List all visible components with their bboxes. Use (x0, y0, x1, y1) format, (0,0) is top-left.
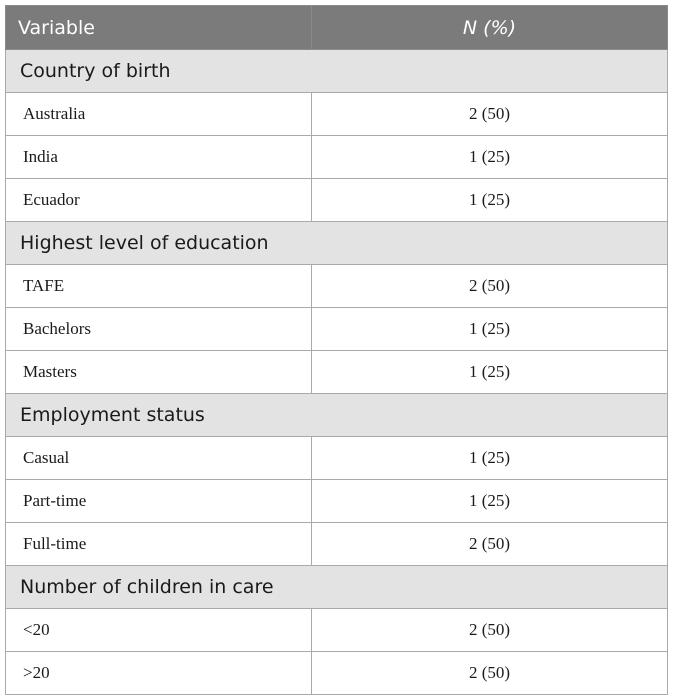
table-body (6, 50, 668, 695)
row-label: >20 (6, 652, 312, 695)
table-row (6, 265, 668, 308)
row-label: Australia (6, 93, 312, 136)
section-title: Number of children in care (6, 566, 668, 609)
table-row (6, 480, 668, 523)
row-label: Casual (6, 437, 312, 480)
row-value: 1 (25) (312, 179, 668, 222)
section-title: Employment status (6, 394, 668, 437)
row-value: 2 (50) (312, 652, 668, 695)
header-variable: Variable (6, 6, 312, 50)
section-title: Highest level of education (6, 222, 668, 265)
table-row (6, 179, 668, 222)
row-value: 2 (50) (312, 93, 668, 136)
row-value: 2 (50) (312, 609, 668, 652)
header-row (6, 6, 668, 50)
demographics-table (5, 5, 668, 695)
section-row (6, 222, 668, 265)
row-label: India (6, 136, 312, 179)
section-row (6, 566, 668, 609)
table-row (6, 136, 668, 179)
row-label: TAFE (6, 265, 312, 308)
section-title: Country of birth (6, 50, 668, 93)
section-row (6, 50, 668, 93)
table-row (6, 652, 668, 695)
table-row (6, 351, 668, 394)
row-label: Full-time (6, 523, 312, 566)
row-label: Masters (6, 351, 312, 394)
row-value: 1 (25) (312, 351, 668, 394)
table-row (6, 609, 668, 652)
row-value: 1 (25) (312, 480, 668, 523)
table-row (6, 437, 668, 480)
row-value: 1 (25) (312, 437, 668, 480)
table-row (6, 308, 668, 351)
header-n-percent: N (%) (312, 6, 668, 50)
row-value: 1 (25) (312, 136, 668, 179)
row-value: 1 (25) (312, 308, 668, 351)
row-value: 2 (50) (312, 265, 668, 308)
row-label: Bachelors (6, 308, 312, 351)
table-row (6, 93, 668, 136)
row-label: Ecuador (6, 179, 312, 222)
table-header (6, 6, 668, 50)
row-label: Part-time (6, 480, 312, 523)
row-label: <20 (6, 609, 312, 652)
section-row (6, 394, 668, 437)
row-value: 2 (50) (312, 523, 668, 566)
table-row (6, 523, 668, 566)
